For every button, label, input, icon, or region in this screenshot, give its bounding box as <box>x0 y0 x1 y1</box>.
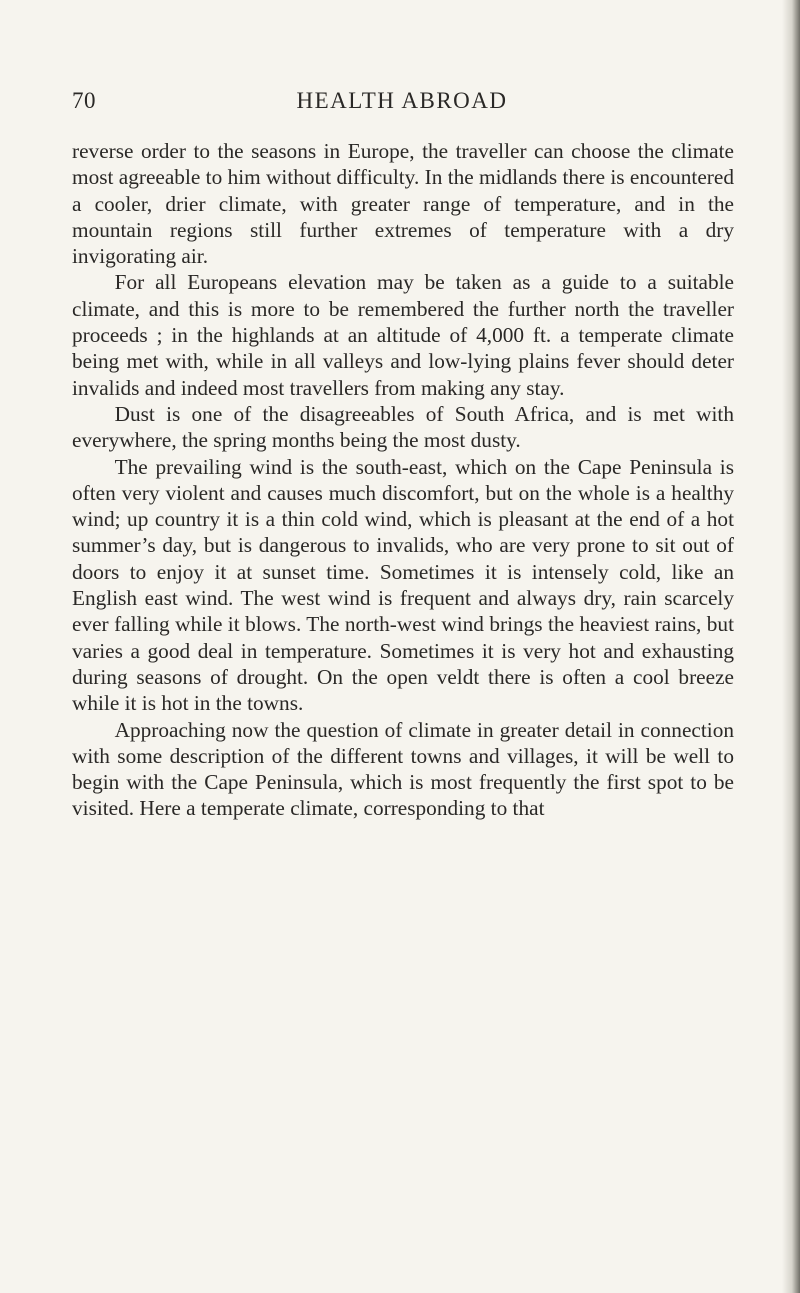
paragraph-continuation: reverse order to the seasons in Europe, the traveller can choose the climate most agreeable to him without difficulty. In the midlands there is encountered a cooler, drier climate, with greater range of temperature, and in the mountain regions still further extremes of temperature with a dry invigorating air. <box>72 139 734 269</box>
page-header <box>72 88 732 122</box>
paragraph-elevation: For all Europeans elevation may be taken as a guide to a suitable climate, and this is more to be remembered the further north the traveller proceeds ; in the highlands at an altitude of 4,000 ft. a temperate climate being met with, while in all valleys and low-lying plains fever should deter invalids and indeed most travellers from making any stay. <box>72 270 734 400</box>
paragraph-climate-detail: Approaching now the question of climate in greater detail in connection with some description of the different towns and villages, it will be well to begin with the Cape Peninsula, which is most frequently the first spot to be visited. Here a temperate climate, corresponding to that <box>72 717 734 821</box>
paragraph-wind: The prevailing wind is the south-east, which on the Cape Peninsula is often very violent and causes much discomfort, but on the whole is a healthy wind; up country it is a thin cold wind, which is pleasant at the end of a hot summer’s day, but is dangerous to invalids, who are very prone to sit out of doors to enjoy it at sunset time. Sometimes it is intensely cold, like an English east wind. The west wind is frequent and always dry, rain scarcely ever falling while it blows. The north-west wind brings the heaviest rains, but varies a good deal in temperature. Sometimes it is very hot and exhausting during seasons of drought. On the open veldt there is often a cool breeze while it is hot in the towns. <box>72 454 734 716</box>
paragraph-dust: Dust is one of the disagreeables of South Africa, and is met with everywhere, the spring months being the most dusty. <box>72 401 734 453</box>
page-number: 70 <box>72 88 96 113</box>
page-edge-shadow <box>782 0 800 1293</box>
body-text <box>72 138 734 822</box>
running-head: HEALTH ABROAD <box>296 88 508 113</box>
